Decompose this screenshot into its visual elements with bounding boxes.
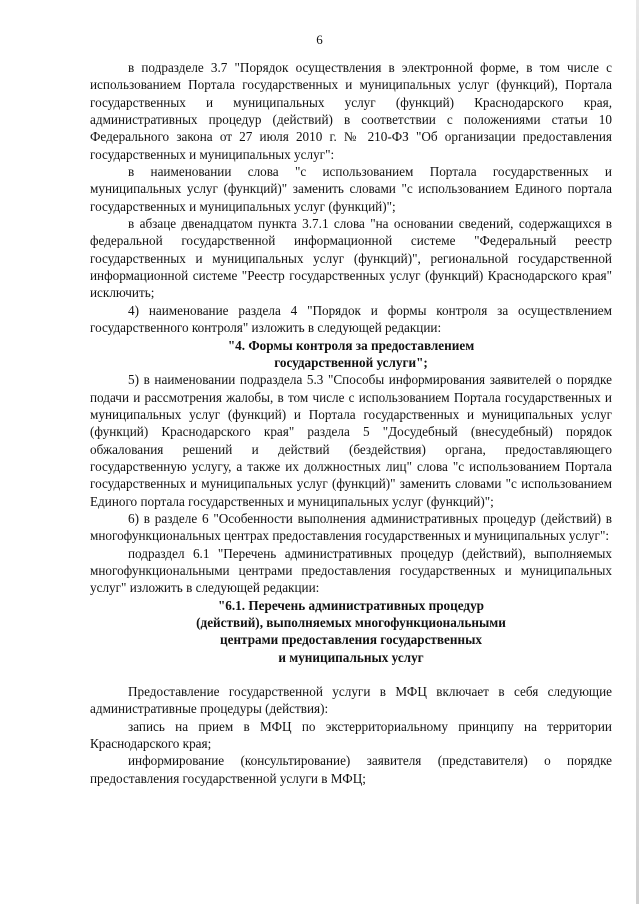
heading-line: государственной услуги"; — [274, 354, 428, 370]
paragraph: 4) наименование раздела 4 "Порядок и формы контроля за осуществлением государственного контроля" изложить в следующей редакции: — [90, 302, 612, 336]
heading-line: (действий), выполняемых многофункциональными — [196, 615, 506, 630]
heading-line: "4. Формы контроля за предоставлением — [227, 337, 475, 353]
paragraph: в наименовании слова "с использованием Портала государственных и муниципальных услуг (функций)" заменить словами "с использованием Единого портала государственных и муниципальных услуг (функций)"; — [90, 164, 612, 214]
paragraph: в подразделе 3.7 "Порядок осуществления в электронной форме, в том числе с использованием Портала государственных и муниципальных услуг (функций), Портала государственных и муниципальных услуг (функций) Краснодарского края, административных процедур (действий) в соответствии с положениями статьи 10 Федерального закона от 27 июля 2010 г. № 210-ФЗ "Об организации предоставления государственных и муниципальных услуг": — [90, 60, 612, 162]
heading-line: "6.1. Перечень административных процедур — [217, 597, 485, 613]
section-heading — [90, 337, 612, 372]
paragraph: 5) в наименовании подраздела 5.3 "Способы информирования заявителей о порядке подачи и рассмотрения жалобы, в том числе с использованием Портала государственных и муниципальных услуг (функций) и Портала государственных и муниципальных услуг (функций) Краснодарского края" раздела 5 "Досудебный (внесудебный) порядок обжалования решений и действий (бездействия) органа, предоставляющего государственную услугу, а также их должностных лиц" слова "с использованием Портала государственных и муниципальных услуг (функций)" заменить словами "с использованием Единого портала государственных и муниципальных услуг (функций)"; — [90, 372, 612, 509]
page-number: 6 — [316, 32, 323, 47]
paragraph: в абзаце двенадцатом пункта 3.7.1 слова "на основании сведений, содержащихся в федеральной государственной информационной системе "Федеральный реестр государственных и муниципальных услуг (функций)", региональной государственной информационной системе "Реестр государственных услуг (функций) Краснодарского края" исключить; — [90, 216, 612, 301]
paragraph: подраздел 6.1 "Перечень административных процедур (действий), выполняемых многофункциональными центрами предоставления государственных и муниципальных услуг" изложить в следующей редакции: — [90, 545, 612, 596]
paragraph: информирование (консультирование) заявителя (представителя) о порядке предоставления государственной услуги в МФЦ; — [90, 753, 612, 786]
paragraph: запись на прием в МФЦ по экстерриториальному принципу на территории Краснодарского края; — [90, 718, 612, 752]
subsection-heading — [90, 597, 612, 666]
paragraph: 6) в разделе 6 "Особенности выполнения административных процедур (действий) в многофункциональных центрах предоставления государственных и муниципальных услуг": — [90, 510, 612, 544]
paragraph: Предоставление государственной услуги в МФЦ включает в себя следующие административные процедуры (действия): — [90, 684, 612, 717]
heading-line: центрами предоставления государственных — [220, 632, 482, 648]
document-body — [90, 59, 612, 787]
heading-line: и муниципальных услуг — [278, 649, 424, 665]
spacer — [90, 666, 612, 683]
